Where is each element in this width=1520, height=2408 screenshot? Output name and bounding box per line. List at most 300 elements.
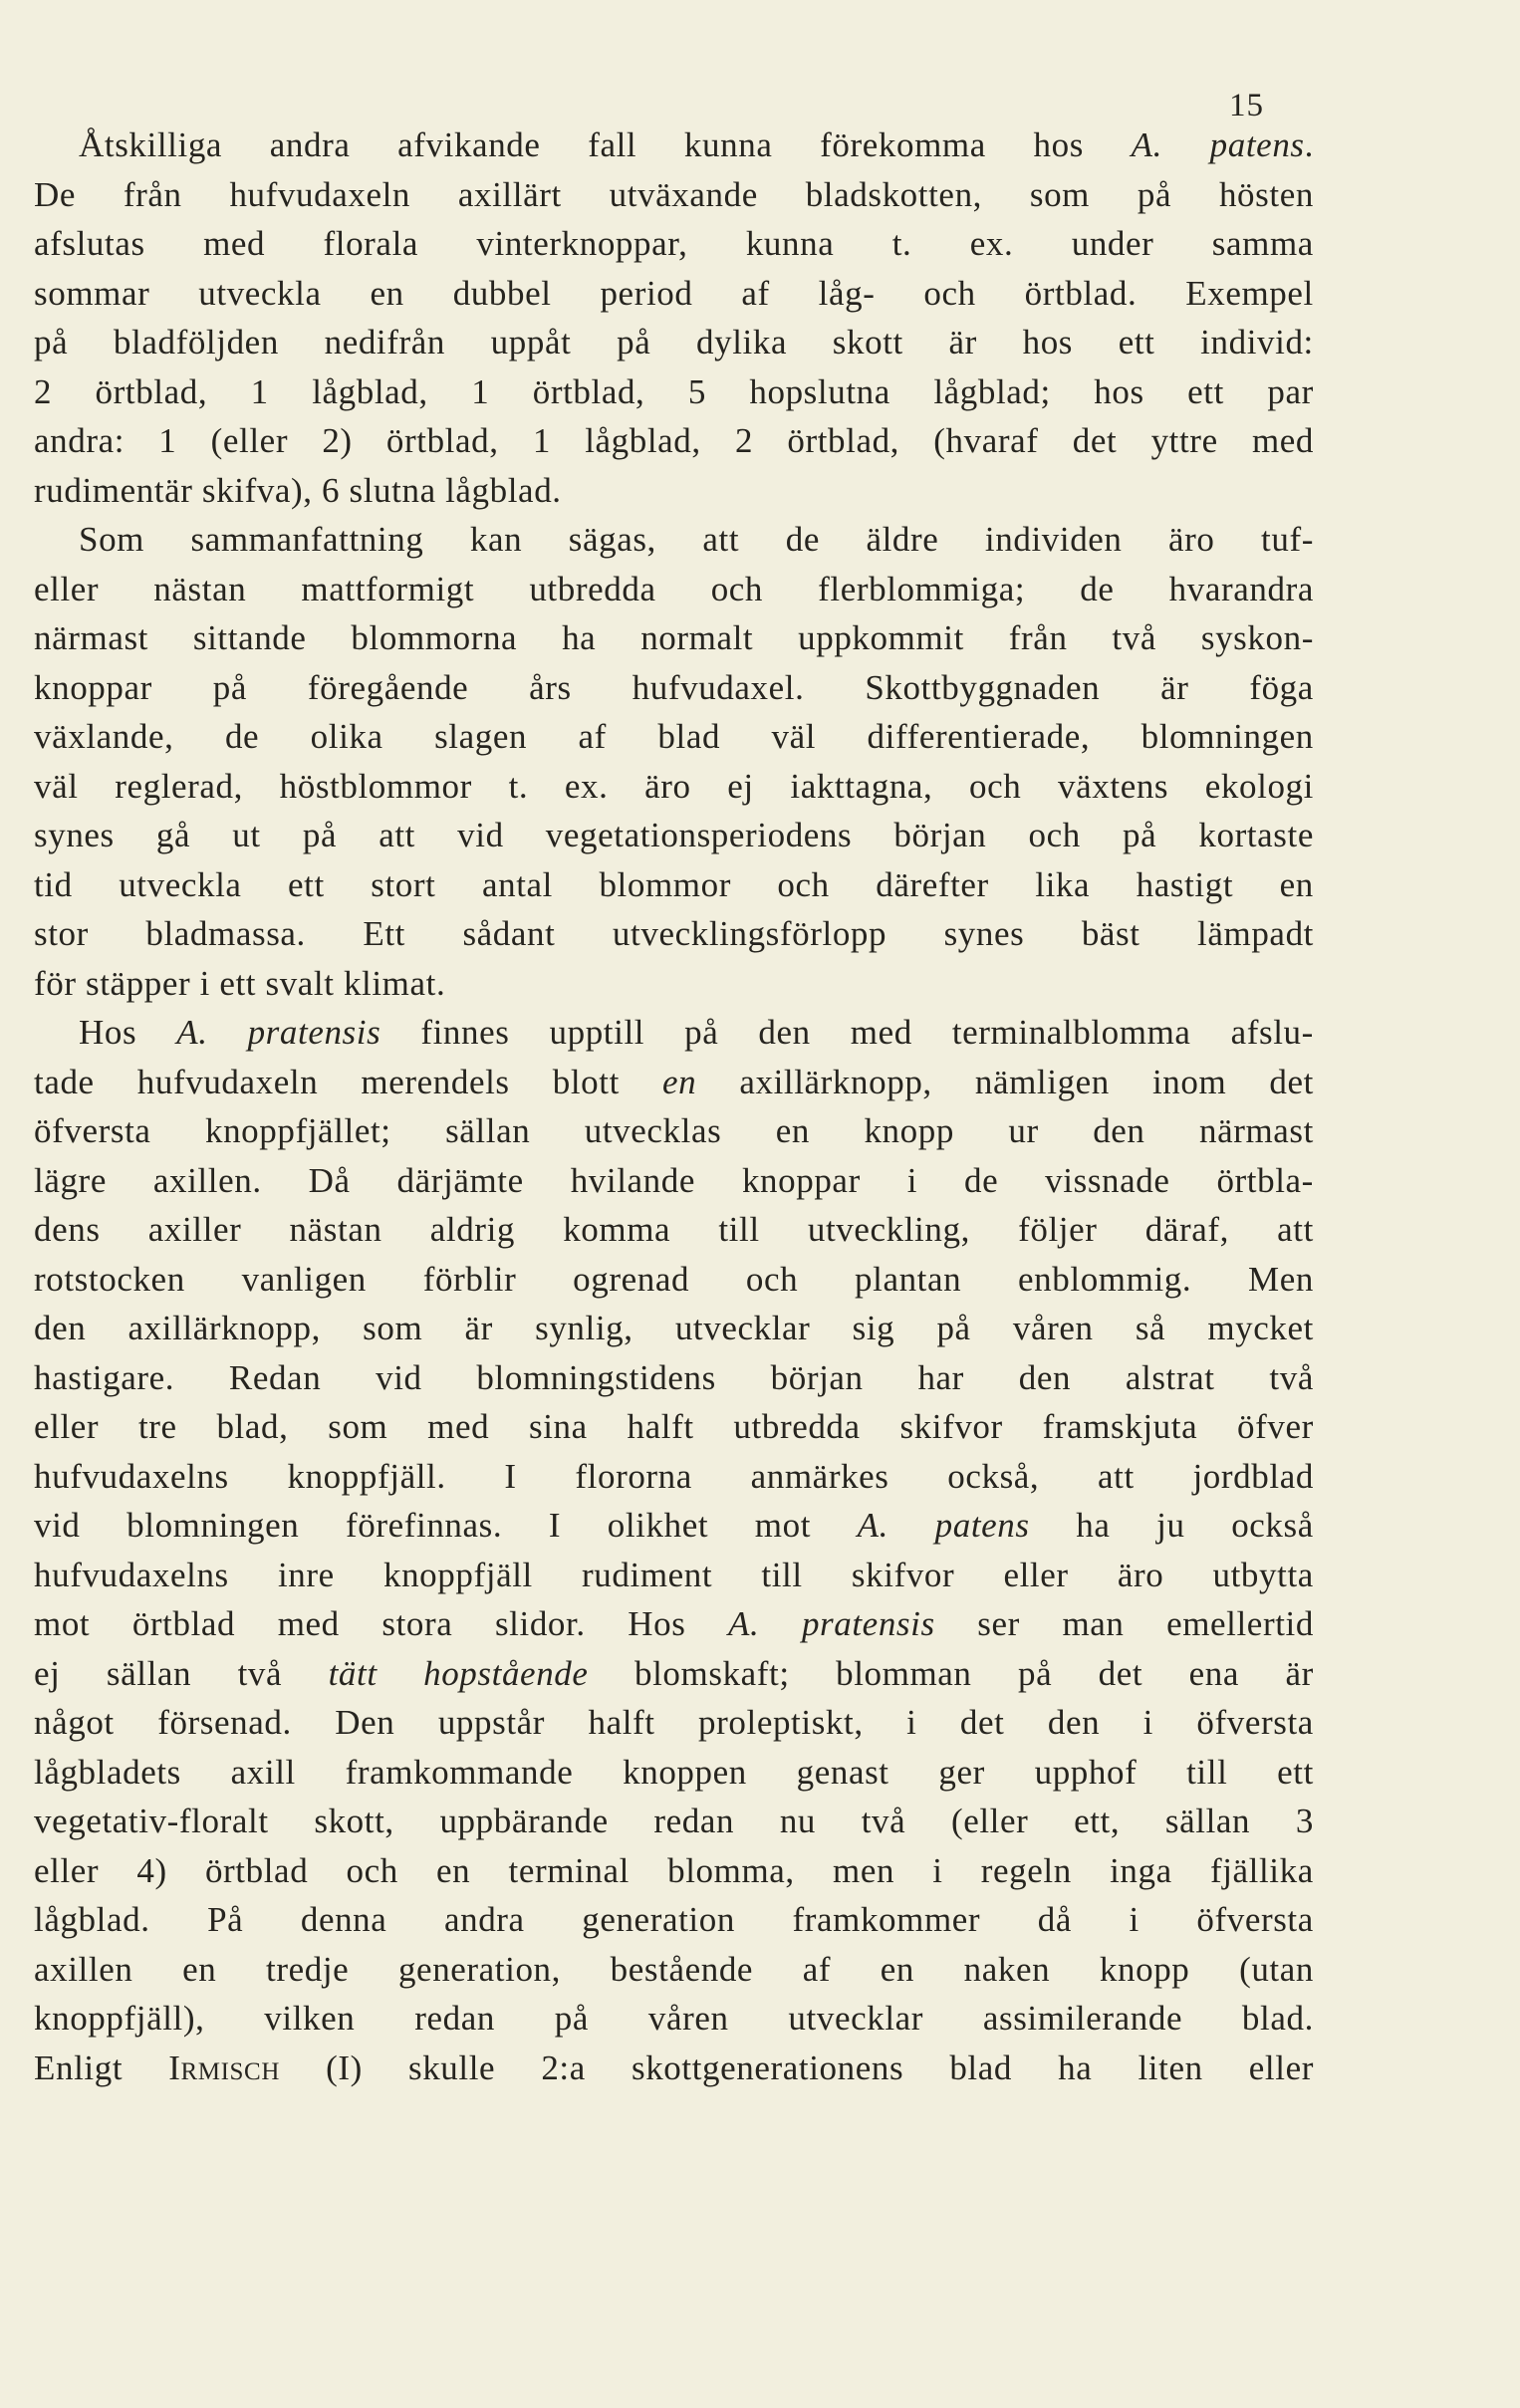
- word: [1267, 367, 1314, 417]
- word: [34, 2044, 123, 2093]
- text: örtblad: [131, 1604, 236, 1643]
- word: [278, 1599, 340, 1649]
- word: [34, 1058, 95, 1107]
- word: [588, 1698, 654, 1748]
- text: tuf-: [1261, 520, 1314, 559]
- text: men: [833, 1850, 895, 1890]
- word: [628, 1599, 685, 1649]
- word: [434, 712, 527, 762]
- word: [628, 1402, 694, 1452]
- text: 2: [34, 371, 53, 411]
- word: [1249, 663, 1314, 713]
- text: 2: [735, 421, 754, 460]
- text: de: [1080, 569, 1115, 608]
- word: [1277, 1205, 1314, 1255]
- word: [436, 1846, 470, 1896]
- word: [34, 1452, 229, 1502]
- text: 5: [687, 371, 706, 411]
- word: [1080, 565, 1114, 614]
- text: yttre: [1150, 421, 1218, 460]
- word: [1038, 1895, 1072, 1945]
- text: bladskotten,: [805, 174, 983, 214]
- text: kunna: [745, 224, 835, 263]
- word: [79, 515, 144, 565]
- text: knoppfjäll: [382, 1555, 533, 1594]
- word: [1072, 219, 1154, 269]
- text: kan: [469, 520, 523, 559]
- word: [1018, 1255, 1191, 1305]
- word: [509, 1846, 630, 1896]
- text: lågblad.: [34, 1900, 150, 1939]
- word: [1237, 1402, 1314, 1452]
- text: 3: [1295, 1802, 1314, 1840]
- word: [1151, 416, 1218, 466]
- word: [1152, 1058, 1226, 1107]
- word: [371, 860, 435, 910]
- text: knoppar: [741, 1160, 861, 1200]
- word: [808, 1205, 970, 1255]
- text: utveckla: [119, 864, 242, 904]
- word: [836, 1649, 971, 1699]
- word: [644, 762, 691, 812]
- word: [1094, 367, 1143, 417]
- word: [34, 1501, 81, 1551]
- text: på: [617, 323, 651, 361]
- word: [1099, 1649, 1143, 1699]
- word: [34, 1106, 151, 1156]
- text: i: [1129, 1900, 1140, 1939]
- text-line: [34, 1846, 1314, 1896]
- word: [1212, 219, 1314, 269]
- word: [1045, 1156, 1169, 1206]
- text: af: [741, 273, 770, 313]
- text-line: [34, 663, 1314, 713]
- text: tre: [137, 1407, 177, 1446]
- word: [944, 909, 1025, 959]
- word: [270, 120, 351, 170]
- word: [182, 1945, 216, 1995]
- text: hufvudaxeln: [136, 1062, 319, 1101]
- text: afvikande: [397, 125, 541, 164]
- text-line: [34, 1599, 1314, 1649]
- word: [34, 1599, 90, 1649]
- text: slidor.: [494, 1604, 586, 1643]
- text: lågblad,: [312, 371, 428, 411]
- word: [599, 860, 731, 910]
- word: [571, 1156, 695, 1206]
- text: fl: [575, 1456, 598, 1496]
- text-line: [34, 762, 1314, 812]
- word: [351, 613, 517, 663]
- word: [439, 1797, 608, 1846]
- word: [1136, 1304, 1165, 1353]
- text: från: [123, 174, 182, 214]
- word: [34, 1156, 107, 1206]
- word: [242, 1255, 367, 1305]
- word: [1062, 1599, 1124, 1649]
- text: utvecklar: [788, 1999, 924, 2038]
- word: [1110, 1846, 1172, 1896]
- word: [346, 1748, 574, 1798]
- text: axillärknopp,: [739, 1062, 932, 1101]
- word: [1261, 515, 1314, 565]
- text-line: [34, 515, 1314, 565]
- word: [696, 318, 787, 367]
- text: Hos: [628, 1604, 686, 1643]
- text: mycket: [1207, 1309, 1314, 1347]
- text-line: [34, 959, 1314, 1009]
- text: hufvudaxeln: [229, 174, 411, 214]
- text: ororna: [597, 1456, 692, 1496]
- text: redan: [653, 1802, 735, 1840]
- word: [79, 1008, 136, 1058]
- word: [964, 1156, 998, 1206]
- word: [408, 2044, 495, 2093]
- text: andra:: [34, 421, 126, 460]
- text: stor: [34, 914, 89, 953]
- word: [855, 1255, 961, 1305]
- text: en: [775, 1111, 811, 1150]
- text: vissnade: [1045, 1160, 1170, 1200]
- word: [865, 663, 1100, 713]
- text: hos: [1033, 125, 1084, 164]
- text: Skottbyggnaden: [865, 667, 1101, 707]
- text-line: [34, 1058, 1314, 1107]
- text: andra: [443, 1900, 525, 1939]
- word: [34, 1255, 185, 1305]
- text: Men: [1248, 1259, 1314, 1299]
- word: [1249, 2044, 1314, 2093]
- word: [575, 1452, 692, 1502]
- word: [739, 1058, 931, 1107]
- word: [1018, 1205, 1097, 1255]
- word: [1123, 811, 1156, 860]
- text: sig: [852, 1309, 895, 1347]
- text: hösten: [1218, 174, 1314, 214]
- text: Ett: [363, 914, 405, 953]
- word: [350, 466, 436, 516]
- text-line: [34, 219, 1314, 269]
- text: höstblommor: [279, 766, 472, 806]
- text: örtblad.: [1024, 273, 1138, 313]
- text: inre: [277, 1555, 335, 1594]
- text: en: [182, 1949, 217, 1989]
- word: [749, 367, 890, 417]
- text-line: [34, 1008, 1314, 1058]
- text: blad: [657, 717, 721, 756]
- text: två: [861, 1802, 906, 1840]
- text: är: [1285, 1653, 1314, 1693]
- text: 6: [322, 470, 341, 510]
- text: olika: [310, 717, 383, 756]
- word: [563, 1205, 670, 1255]
- text: knoppar: [34, 667, 152, 707]
- italic-text: patens: [934, 1506, 1030, 1545]
- text: rotstocken: [34, 1259, 185, 1299]
- word: [287, 1452, 445, 1502]
- word: [684, 120, 773, 170]
- word: [132, 1599, 235, 1649]
- text: 2:a: [541, 2047, 586, 2087]
- text: ger: [938, 1752, 985, 1792]
- text: då: [1037, 1900, 1072, 1939]
- word: [634, 1649, 790, 1699]
- text: eller: [1003, 1555, 1069, 1594]
- text: på: [302, 816, 338, 854]
- text: blommorna: [351, 618, 518, 657]
- text: anmärkes: [750, 1456, 889, 1496]
- word: [1192, 1452, 1313, 1502]
- text: utvecklingsförlopp: [612, 914, 887, 953]
- word: [1100, 1945, 1190, 1995]
- word: [34, 1551, 229, 1600]
- word: [1189, 1649, 1239, 1699]
- word: [1035, 860, 1090, 910]
- text: blomningstidens: [476, 1357, 716, 1397]
- word: [533, 416, 551, 466]
- text: blomman: [836, 1653, 972, 1693]
- word: [582, 1551, 712, 1600]
- word: [34, 1797, 269, 1846]
- text: blad,: [216, 1407, 289, 1446]
- word: [34, 318, 68, 367]
- word: [952, 1008, 1191, 1058]
- word: [168, 2044, 280, 2093]
- word: [949, 318, 977, 367]
- text: komma: [563, 1210, 671, 1249]
- text: assimilerande: [982, 1999, 1183, 2038]
- word: [346, 1501, 502, 1551]
- word: [193, 613, 307, 663]
- text: ser: [977, 1604, 1020, 1643]
- word: [444, 1895, 525, 1945]
- word: [363, 909, 405, 959]
- text: förekomma: [820, 125, 986, 164]
- text: lågbladets: [34, 1752, 181, 1792]
- text: af: [578, 717, 607, 756]
- word: [231, 1748, 296, 1798]
- text: rudimentär: [34, 470, 193, 510]
- word: [772, 712, 817, 762]
- text: skott,: [314, 1802, 394, 1840]
- text: fjällika: [1209, 1850, 1314, 1890]
- word: [1219, 170, 1314, 220]
- text: som: [1029, 174, 1091, 214]
- word: [610, 170, 758, 220]
- word: [662, 1058, 696, 1107]
- word: [427, 1402, 489, 1452]
- word: [833, 318, 903, 367]
- text: stora: [381, 1604, 453, 1643]
- text: t.: [508, 766, 529, 806]
- text: Exempel: [1185, 273, 1314, 313]
- word: [34, 466, 193, 516]
- text: ett: [219, 963, 257, 1003]
- word: [491, 318, 572, 367]
- word: [248, 1008, 381, 1058]
- text: äro: [1168, 520, 1215, 559]
- word: [34, 1698, 115, 1748]
- text: blommor: [599, 864, 731, 904]
- word: [562, 613, 596, 663]
- text-line: [34, 1994, 1314, 2044]
- text: af: [802, 1949, 832, 1989]
- body-text: [34, 120, 1314, 2092]
- word: [322, 416, 352, 466]
- text: skottgenerationens: [631, 2047, 904, 2087]
- text: inom: [1151, 1062, 1227, 1101]
- text: tid: [34, 864, 73, 904]
- word: [202, 466, 313, 516]
- text: axillen: [34, 1949, 133, 1989]
- text: närmast: [1198, 1111, 1314, 1150]
- page-number: 15: [1229, 88, 1264, 123]
- word: [688, 367, 706, 417]
- word: [938, 1748, 985, 1798]
- text: antal: [481, 864, 553, 904]
- text: början: [770, 1357, 864, 1397]
- text: en: [436, 1850, 471, 1890]
- word: [203, 219, 265, 269]
- word: [1138, 2044, 1202, 2093]
- word: [1168, 515, 1215, 565]
- word: [34, 613, 148, 663]
- text-line: [34, 269, 1314, 319]
- word: [819, 269, 876, 319]
- word: [462, 909, 555, 959]
- text: axillärknopp,: [127, 1309, 321, 1347]
- text: mattformigt: [301, 569, 475, 608]
- text: slutna: [349, 470, 436, 510]
- text: nedifrån: [324, 323, 445, 361]
- word: [1119, 318, 1155, 367]
- word: [34, 416, 125, 466]
- word: [1035, 1748, 1138, 1798]
- text: och: [710, 569, 764, 608]
- word: [381, 1599, 452, 1649]
- word: [335, 1698, 394, 1748]
- text: att: [379, 816, 416, 854]
- text-line: [34, 1748, 1314, 1798]
- word: [549, 1501, 561, 1551]
- word: [153, 565, 246, 614]
- word: [153, 1156, 262, 1206]
- word: [1269, 1058, 1314, 1107]
- word: [229, 1353, 321, 1403]
- text: vid: [376, 1357, 422, 1397]
- text: hufvudaxel.: [632, 667, 805, 707]
- text: liten: [1138, 2047, 1203, 2087]
- word: [34, 1205, 101, 1255]
- text: kortaste: [1198, 816, 1314, 854]
- text: därjämte: [396, 1160, 524, 1200]
- text-line: [34, 1452, 1314, 1502]
- text: afslutas: [34, 224, 145, 263]
- text: knoppfjäll),: [34, 1999, 205, 2038]
- word: [1201, 613, 1314, 663]
- text: man: [1062, 1604, 1125, 1643]
- word: [820, 120, 986, 170]
- text: örtblad: [204, 1850, 309, 1890]
- text: lika: [1035, 864, 1091, 904]
- word: [698, 1698, 864, 1748]
- text: de: [224, 717, 260, 756]
- word: [1132, 120, 1162, 170]
- text: ha: [1076, 1506, 1111, 1545]
- word: [1058, 2044, 1092, 2093]
- word: [371, 269, 404, 319]
- word: [866, 515, 938, 565]
- word: [482, 860, 553, 910]
- word: [933, 367, 1051, 417]
- word: [114, 318, 279, 367]
- word: [862, 1797, 906, 1846]
- text: örtblad,: [385, 421, 499, 460]
- text-line: [34, 367, 1314, 417]
- word: [1231, 1008, 1314, 1058]
- word: [34, 269, 149, 319]
- text: äldre: [866, 520, 939, 559]
- text: skifvor: [899, 1407, 1003, 1446]
- text: för: [34, 963, 77, 1003]
- text-line: [34, 1106, 1314, 1156]
- text: ett: [1187, 371, 1224, 411]
- word: [205, 1846, 308, 1896]
- text: våren: [647, 1999, 729, 2038]
- text: hvilande: [570, 1160, 696, 1200]
- text: upphof: [1034, 1752, 1138, 1792]
- text-line: [34, 170, 1314, 220]
- text: utbytta: [1212, 1555, 1314, 1594]
- word: [470, 515, 522, 565]
- text: och: [1028, 816, 1081, 854]
- word: [326, 2044, 363, 2093]
- word: [932, 1846, 942, 1896]
- word: [86, 959, 190, 1009]
- word: [278, 1551, 335, 1600]
- word: [420, 1008, 509, 1058]
- text: föga: [1249, 667, 1314, 707]
- text: med: [427, 1407, 490, 1446]
- word: [34, 1846, 99, 1896]
- word: [935, 1501, 1030, 1551]
- text: i: [199, 963, 210, 1003]
- text: eller: [34, 569, 100, 608]
- word: [657, 712, 720, 762]
- word: [386, 416, 499, 466]
- text: i: [932, 1850, 943, 1890]
- text: framkommande: [345, 1752, 574, 1792]
- text: två: [237, 1653, 283, 1693]
- text: individ:: [1200, 323, 1314, 361]
- word: [430, 1205, 515, 1255]
- word: [702, 515, 739, 565]
- text-line: [34, 1551, 1314, 1600]
- word: [970, 219, 1014, 269]
- text: sittande: [192, 618, 307, 657]
- text: hastigare.: [34, 1357, 175, 1397]
- text: skulle: [407, 2047, 496, 2087]
- text: sällan: [106, 1653, 192, 1693]
- word: [445, 1106, 530, 1156]
- word: [852, 1551, 954, 1600]
- text: väl: [34, 766, 79, 806]
- text: förblir: [422, 1259, 517, 1299]
- text: framkommer: [792, 1900, 981, 1939]
- text: syskon-: [1200, 618, 1314, 657]
- word: [803, 1945, 831, 1995]
- word: [755, 1501, 811, 1551]
